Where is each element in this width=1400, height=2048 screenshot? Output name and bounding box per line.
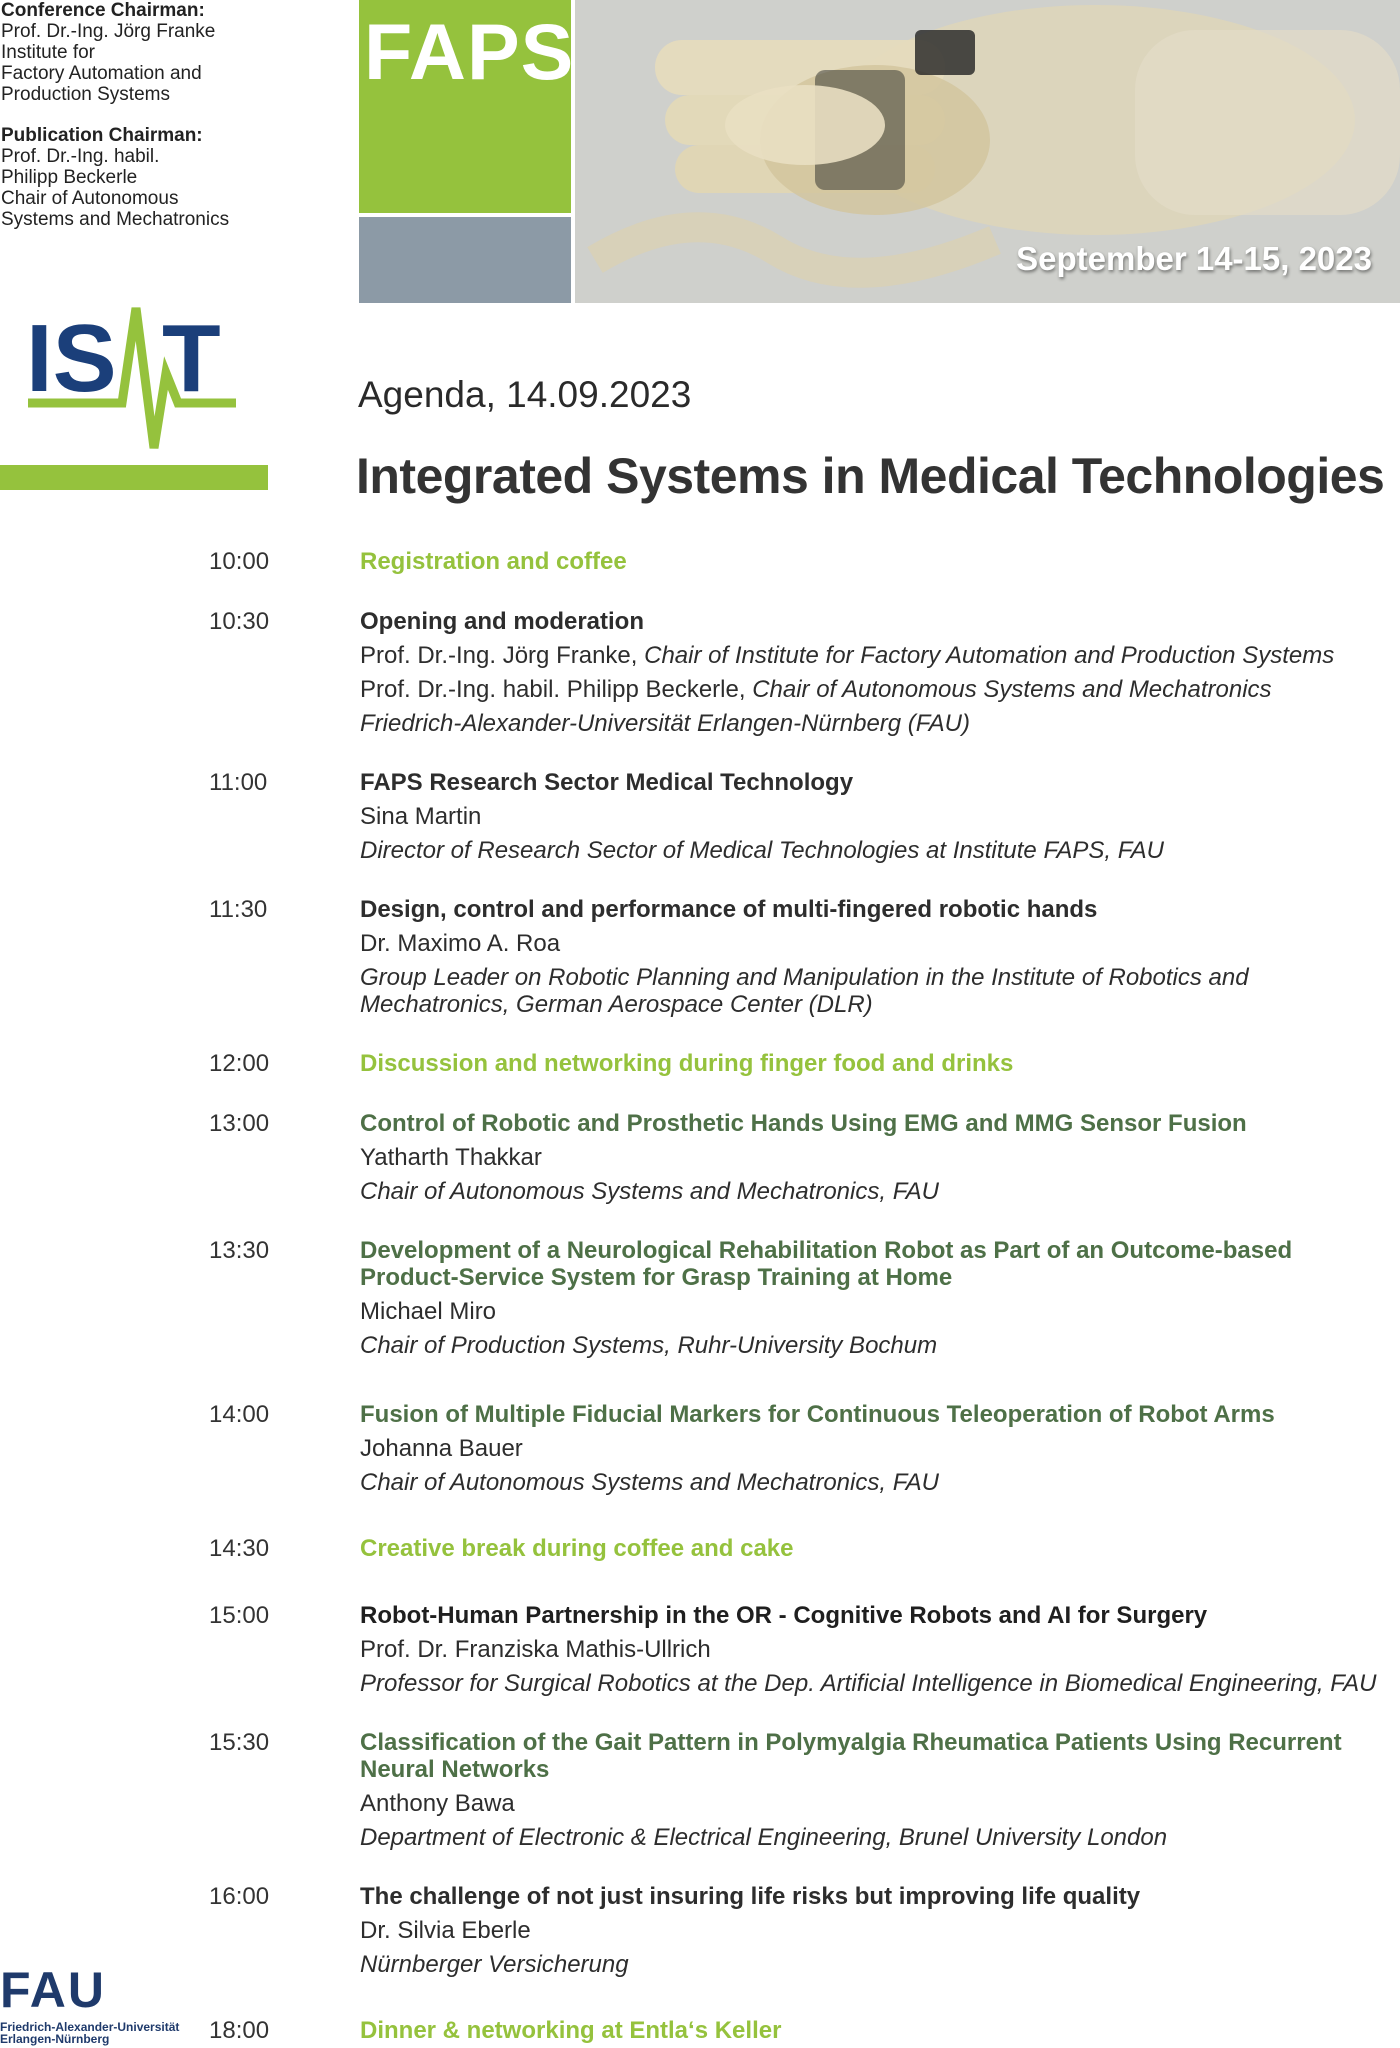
conference-chairman-block xyxy=(1,0,215,105)
agenda-affiliation: Director of Research Sector of Medical Technologies at Institute FAPS, FAU xyxy=(360,837,1164,864)
agenda-date: Agenda, 14.09.2023 xyxy=(358,374,692,415)
agenda-title: Development of a Neurological Rehabilitation Robot as Part of an Outcome-based Product-Service System for Grasp Training at Home xyxy=(360,1237,1293,1291)
agenda-time: 15:30 xyxy=(209,1729,270,1756)
agenda-time: 14:00 xyxy=(209,1401,270,1428)
agenda-time: 10:30 xyxy=(209,608,270,635)
agenda-affiliation: Department of Electronic & Electrical Engineering, Brunel University London xyxy=(360,1824,1168,1851)
agenda-speaker: Dr. Silvia Eberle xyxy=(360,1917,531,1944)
agenda-time: 15:00 xyxy=(209,1602,270,1629)
agenda-affiliation: Chair of Autonomous Systems and Mechatronics, FAU xyxy=(360,1469,939,1496)
agenda-time: 13:30 xyxy=(209,1237,270,1264)
conference-chairman-line: Institute for xyxy=(1,42,95,63)
speaker-affiliation: Chair of Institute for Factory Automation and Production Systems xyxy=(644,642,1335,669)
agenda-title: Fusion of Multiple Fiducial Markers for Continuous Teleoperation of Robot Arms xyxy=(360,1401,1275,1428)
agenda-title: Dinner & networking at Entla‘s Keller xyxy=(360,2017,782,2044)
agenda-speaker: Prof. Dr. Franziska Mathis-Ullrich xyxy=(360,1636,711,1663)
agenda-time: 13:00 xyxy=(209,1110,270,1137)
agenda-time: 12:00 xyxy=(209,1050,270,1077)
robotic-hand-image xyxy=(575,0,1400,303)
fau-logo-line: Erlangen-Nürnberg xyxy=(0,2032,110,2046)
agenda-speaker xyxy=(360,676,1390,703)
conference-chairman-line: Factory Automation and xyxy=(1,63,202,84)
agenda-speaker xyxy=(360,642,1390,669)
agenda-speaker: Anthony Bawa xyxy=(360,1790,515,1817)
ismt-logo xyxy=(26,303,236,451)
agenda-time: 18:00 xyxy=(209,2017,270,2044)
speaker-name: Prof. Dr.-Ing. habil. Philipp Beckerle, xyxy=(360,676,753,703)
publication-chairman-line: Chair of Autonomous xyxy=(1,188,179,209)
agenda-speaker: Yatharth Thakkar xyxy=(360,1144,542,1171)
agenda-title: Registration and coffee xyxy=(360,548,627,575)
agenda-title: Control of Robotic and Prosthetic Hands Using EMG and MMG Sensor Fusion xyxy=(360,1110,1247,1137)
faps-logo: FAPS xyxy=(364,7,575,96)
ismt-logo-mark xyxy=(26,303,236,451)
agenda-title: The challenge of not just insuring life risks but improving life quality xyxy=(360,1883,1141,1910)
speaker-name: Prof. Dr.-Ing. Jörg Franke, xyxy=(360,642,645,669)
green-accent-bar xyxy=(0,465,268,490)
agenda-affiliation: Professor for Surgical Robotics at the Dep. Artificial Intelligence in Biomedical Engineering, FAU xyxy=(360,1670,1377,1697)
publication-chairman-block xyxy=(1,125,229,230)
agenda-speaker: Dr. Maximo A. Roa xyxy=(360,930,561,957)
fau-logo-wordmark: FAU xyxy=(0,1962,106,2018)
agenda-affiliation: Friedrich-Alexander-Universität Erlangen-Nürnberg (FAU) xyxy=(360,710,970,737)
agenda-title: Classification of the Gait Pattern in Polymyalgia Rheumatica Patients Using Recurrent Neural Networks xyxy=(360,1729,1342,1783)
agenda-speaker: Michael Miro xyxy=(360,1298,497,1325)
gray-block xyxy=(359,217,571,303)
conference-chairman-line: Prof. Dr.-Ing. Jörg Franke xyxy=(1,21,216,42)
event-date: September 14-15, 2023 xyxy=(1016,240,1372,277)
agenda-title: Discussion and networking during finger food and drinks xyxy=(360,1050,1014,1077)
agenda-time: 16:00 xyxy=(209,1883,270,1910)
agenda-time: 10:00 xyxy=(209,548,270,575)
publication-chairman-line: Systems and Mechatronics xyxy=(1,209,230,230)
agenda-affiliation: Nürnberger Versicherung xyxy=(360,1951,629,1978)
svg-text:T: T xyxy=(162,305,221,412)
fau-logo xyxy=(0,1962,190,2048)
agenda-time: 11:30 xyxy=(209,896,268,923)
agenda-title: Design, control and performance of multi-fingered robotic hands xyxy=(360,896,1098,923)
speaker-affiliation: Chair of Autonomous Systems and Mechatronics xyxy=(752,676,1272,703)
svg-text:IS: IS xyxy=(26,305,117,412)
conference-chairman-heading: Conference Chairman: xyxy=(1,0,205,21)
agenda-affiliation: Chair of Production Systems, Ruhr-University Bochum xyxy=(360,1332,938,1359)
publication-chairman-line: Philipp Beckerle xyxy=(1,167,138,188)
agenda-speaker: Sina Martin xyxy=(360,803,482,830)
fau-logo-line: Friedrich-Alexander-Universität xyxy=(0,2020,180,2034)
agenda-affiliation: Chair of Autonomous Systems and Mechatronics, FAU xyxy=(360,1178,939,1205)
publication-chairman-line: Prof. Dr.-Ing. habil. xyxy=(1,146,160,167)
agenda-time: 14:30 xyxy=(209,1535,270,1562)
agenda-affiliation: Group Leader on Robotic Planning and Manipulation in the Institute of Robotics and Mechatronics, German Aerospace Center (DLR) xyxy=(360,964,1249,1018)
agenda-title: Creative break during coffee and cake xyxy=(360,1535,794,1562)
agenda-title: FAPS Research Sector Medical Technology xyxy=(360,769,854,796)
publication-chairman-heading: Publication Chairman: xyxy=(1,125,203,146)
agenda-time: 11:00 xyxy=(209,769,268,796)
agenda-speaker: Johanna Bauer xyxy=(360,1435,523,1462)
agenda-title: Robot-Human Partnership in the OR - Cognitive Robots and AI for Surgery xyxy=(360,1602,1208,1629)
agenda-title: Opening and moderation xyxy=(360,608,645,635)
conference-chairman-line: Production Systems xyxy=(1,84,170,105)
page-title: Integrated Systems in Medical Technologies xyxy=(356,448,1385,504)
